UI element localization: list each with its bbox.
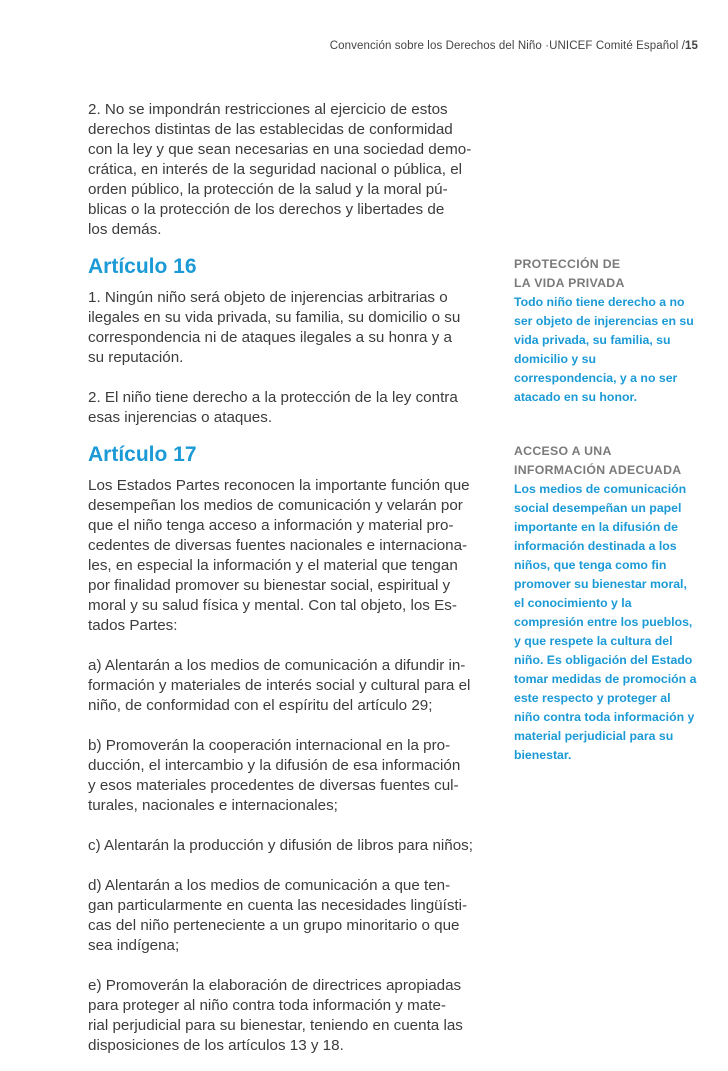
text-line: para proteger al niño contra toda información y mate-	[88, 997, 446, 1014]
note-text-line: este respecto y proteger al	[514, 691, 671, 705]
article-17-intro	[88, 476, 473, 636]
sidebar-note-article-16	[514, 255, 694, 407]
text-line: correspondencia ni de ataques ilegales a su honra y a	[88, 329, 452, 346]
text-line: b) Promoverán la cooperación internacional en la pro-	[88, 737, 451, 754]
page-number: 15	[685, 40, 698, 52]
article-17-heading: Artículo 17	[88, 443, 197, 466]
note-text-line: vida privada, su familia, su	[514, 333, 671, 347]
article-17-item-d	[88, 876, 473, 956]
note-caption: ACCESO A UNA	[514, 444, 612, 458]
text-line: ducción, el intercambio y la difusión de esa información	[88, 757, 461, 774]
article-17-item-a	[88, 656, 473, 716]
note-text-line: bienestar.	[514, 748, 572, 762]
text-line: que el niño tenga acceso a información y material pro-	[88, 517, 454, 534]
text-line: sea indígena;	[88, 937, 180, 954]
text-line: esas injerencias o ataques.	[88, 409, 273, 426]
main-text-column	[88, 100, 473, 1056]
note-text-line: social desempeñan un papel	[514, 501, 682, 515]
text-line: crática, en interés de la seguridad nacional o pública, el	[88, 161, 463, 178]
text-line: cedentes de diversas fuentes nacionales e internaciona-	[88, 537, 468, 554]
text-line: desempeñan los medios de comunicación y velarán por	[88, 497, 463, 514]
text-line: 2. El niño tiene derecho a la protección de la ley contra	[88, 389, 458, 406]
text-line: 2. No se impondrán restricciones al ejercicio de estos	[88, 101, 448, 118]
text-line: d) Alentarán a los medios de comunicación a que ten-	[88, 877, 451, 894]
text-line: formación y materiales de interés social y cultural para el	[88, 677, 471, 694]
note-text-line: tomar medidas de promoción a	[514, 672, 697, 686]
article-16-paragraph-2	[88, 388, 473, 428]
note-text-line: compresión entre los pueblos,	[514, 615, 693, 629]
text-line: los demás.	[88, 221, 162, 238]
text-line: con la ley y que sean necesarias en una sociedad demo-	[88, 141, 472, 158]
note-text-line: correspondencia, y a no ser	[514, 371, 678, 385]
note-text-line: ser objeto de injerencias en su	[514, 314, 694, 328]
text-line: moral y su salud física y mental. Con tal objeto, los Es-	[88, 597, 457, 614]
text-line: rial perjudicial para su bienestar, teniendo en cuenta las	[88, 1017, 463, 1034]
text-line: a) Alentarán a los medios de comunicación a difundir in-	[88, 657, 466, 674]
note-caption: PROTECCIÓN DE	[514, 257, 621, 271]
article-17-item-c	[88, 836, 473, 856]
text-line: por finalidad promover su bienestar social, espiritual y	[88, 577, 451, 594]
note-text-line: y que respete la cultura del	[514, 634, 673, 648]
text-line: ilegales en su vida privada, su familia, su domicilio o su	[88, 309, 461, 326]
note-text-line: Todo niño tiene derecho a no	[514, 295, 685, 309]
article-17-item-e	[88, 976, 473, 1056]
text-line: Los Estados Partes reconocen la importante función que	[88, 477, 470, 494]
text-line: blicas o la protección de los derechos y libertades de	[88, 201, 445, 218]
text-line: orden público, la protección de la salud y la moral pú-	[88, 181, 448, 198]
running-title: Convención sobre los Derechos del Niño ·UNICEF Comité Español /	[329, 40, 685, 52]
running-header	[330, 40, 698, 52]
text-line: turales, nacionales e internacionales;	[88, 797, 338, 814]
intro-paragraph	[88, 100, 473, 240]
article-16-paragraph-1	[88, 288, 473, 368]
text-line: gan particularmente en cuenta las necesidades lingüísti-	[88, 897, 468, 914]
note-text-line: niño contra toda información y	[514, 710, 695, 724]
sidebar-note-article-17	[514, 442, 697, 765]
note-text-line: material perjudicial para su	[514, 729, 674, 743]
note-caption: LA VIDA PRIVADA	[514, 276, 625, 290]
text-line: c) Alentarán la producción y difusión de libros para niños;	[88, 837, 473, 854]
text-line: les, en especial la información y el material que tengan	[88, 557, 458, 574]
text-line: disposiciones de los artículos 13 y 18.	[88, 1037, 344, 1054]
note-text-line: atacado en su honor.	[514, 390, 637, 404]
note-text-line: promover su bienestar moral,	[514, 577, 687, 591]
note-text-line: Los medios de comunicación	[514, 482, 687, 496]
note-text-line: niño. Es obligación del Estado	[514, 653, 693, 667]
text-line: derechos distintas de las establecidas de conformidad	[88, 121, 453, 138]
text-line: y esos materiales procedentes de diversas fuentes cul-	[88, 777, 459, 794]
note-caption: INFORMACIÓN ADECUADA	[514, 463, 682, 477]
text-line: niño, de conformidad con el espíritu del artículo 29;	[88, 697, 433, 714]
note-text-line: información destinada a los	[514, 539, 677, 553]
text-line: cas del niño perteneciente a un grupo minoritario o que	[88, 917, 460, 934]
note-text-line: el conocimiento y la	[514, 596, 632, 610]
text-line: tados Partes:	[88, 617, 178, 634]
note-text-line: niños, que tenga como fin	[514, 558, 667, 572]
article-17-item-b	[88, 736, 473, 816]
note-text-line: importante en la difusión de	[514, 520, 678, 534]
text-line: e) Promoverán la elaboración de directrices apropiadas	[88, 977, 462, 994]
article-16-heading: Artículo 16	[88, 255, 197, 278]
note-text-line: domicilio y su	[514, 352, 596, 366]
text-line: 1. Ningún niño será objeto de injerencias arbitrarias o	[88, 289, 448, 306]
text-line: su reputación.	[88, 349, 184, 366]
